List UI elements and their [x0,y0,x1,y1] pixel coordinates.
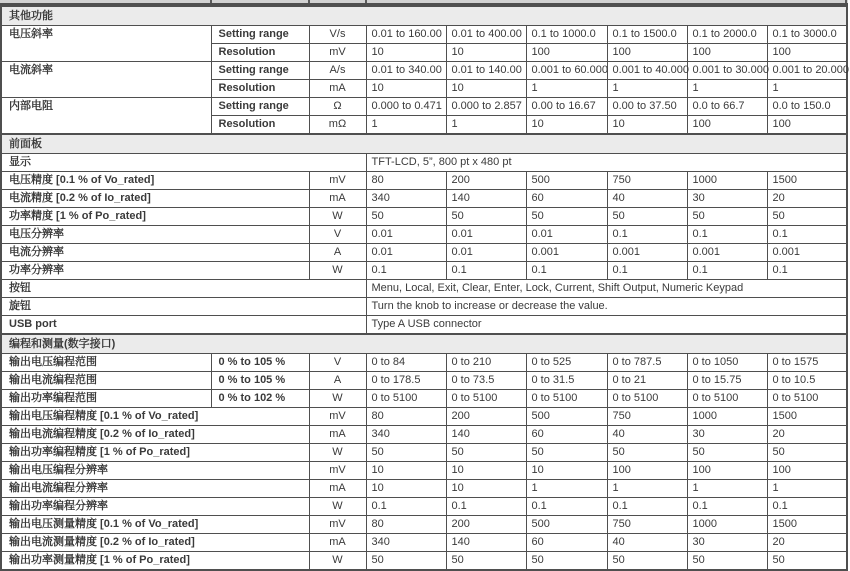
spec-value-cell: 0.001 [687,244,767,262]
spec-value-cell: 40 [607,534,687,552]
table-row [1,62,847,80]
spec-unit-cell: W [309,498,366,516]
spec-sublabel-cell: Setting range [211,62,309,80]
spec-value-cell: 100 [607,44,687,62]
spec-value-cell: 1500 [767,408,847,426]
spec-value-cell: 1000 [687,408,767,426]
spec-value-cell: 1500 [767,516,847,534]
spec-value-cell: 0.00 to 16.67 [526,98,607,116]
spec-value-cell: 0 to 5100 [687,390,767,408]
spec-value-cell: 50 [446,444,526,462]
spec-value-cell: 0.01 to 340.00 [366,62,446,80]
spec-value-cell: 1 [687,80,767,98]
table-row [1,298,847,316]
spec-value-cell: 0 to 31.5 [526,372,607,390]
spec-value-cell: 0.1 [687,262,767,280]
spec-unit-cell: V [309,226,366,244]
spec-value-cell: 0.1 [607,226,687,244]
spec-unit-cell: Ω [309,98,366,116]
spec-unit-cell: W [309,390,366,408]
table-row [1,244,847,262]
spec-value-cell: 20 [767,534,847,552]
spec-label-cell: 输出电流编程精度 [0.2 % of Io_rated] [1,426,309,444]
spec-value-cell: 0.000 to 2.857 [446,98,526,116]
spec-value-cell: 0.1 [366,262,446,280]
spec-value-cell: 0.01 to 160.00 [366,26,446,44]
spec-value-cell: 10 [526,462,607,480]
spec-value-cell: 0 to 1575 [767,354,847,372]
spec-value-cell: 140 [446,534,526,552]
spec-label-cell: 输出电流测量精度 [0.2 % of Io_rated] [1,534,309,552]
spec-value-cell: 140 [446,190,526,208]
spec-value-cell: 80 [366,408,446,426]
spec-sublabel-cell: Setting range [211,26,309,44]
spec-value-cell: 0.1 [446,262,526,280]
spec-sublabel-cell: Resolution [211,116,309,135]
column-border-remnant [845,0,847,3]
spec-value-cell: 30 [687,534,767,552]
spec-value-cell: 200 [446,408,526,426]
spec-value-cell: 200 [446,516,526,534]
spec-value-cell: 60 [526,426,607,444]
spec-value-cell: 0.001 to 30.000 [687,62,767,80]
table-row [1,426,847,444]
spec-label-cell: 显示 [1,154,366,172]
table-row [1,190,847,208]
spec-label-cell: 输出功率测量精度 [1 % of Po_rated] [1,552,309,571]
spec-value-cell: 50 [366,552,446,571]
spec-value-cell: 50 [526,552,607,571]
spec-value-cell: 0 to 10.5 [767,372,847,390]
spec-table [0,5,848,571]
spec-unit-cell: mV [309,462,366,480]
spec-unit-cell: W [309,208,366,226]
spec-range-cell: 0 % to 105 % [211,354,309,372]
spec-label-cell: 按钮 [1,280,366,298]
spec-value-cell: 60 [526,534,607,552]
spec-label-cell: 电流分辨率 [1,244,309,262]
spec-unit-cell: W [309,262,366,280]
spec-value-cell: 0.001 to 40.000 [607,62,687,80]
spec-range-cell: 0 % to 102 % [211,390,309,408]
spec-label-cell: 输出电流编程分辨率 [1,480,309,498]
spec-value-cell: 50 [446,208,526,226]
section-header: 编程和测量(数字接口) [1,334,847,354]
spec-value-cell: 1500 [767,172,847,190]
spec-value-cell: 0.1 to 1000.0 [526,26,607,44]
table-row [1,408,847,426]
spec-spanvalue-cell: Type A USB connector [366,316,847,335]
spec-value-cell: 10 [446,480,526,498]
spec-value-cell: 0.1 [607,498,687,516]
spec-unit-cell: A [309,372,366,390]
spec-value-cell: 0 to 525 [526,354,607,372]
spec-label-cell: 输出电流编程范围 [1,372,211,390]
table-row [1,226,847,244]
spec-value-cell: 0.001 [607,244,687,262]
spec-spanvalue-cell: Menu, Local, Exit, Clear, Enter, Lock, Current, Shift Output, Numeric Keypad [366,280,847,298]
spec-label-cell: 功率分辨率 [1,262,309,280]
spec-value-cell: 750 [607,172,687,190]
spec-unit-cell: V [309,354,366,372]
spec-value-cell: 50 [526,208,607,226]
spec-label-cell: 电压精度 [0.1 % of Vo_rated] [1,172,309,190]
spec-sublabel-cell: Resolution [211,44,309,62]
spec-label-cell: 输出功率编程范围 [1,390,211,408]
spec-value-cell: 0.1 [366,498,446,516]
table-row [1,172,847,190]
spec-value-cell: 340 [366,190,446,208]
spec-value-cell: 1 [687,480,767,498]
spec-value-cell: 50 [767,444,847,462]
spec-value-cell: 10 [446,462,526,480]
spec-value-cell: 1 [767,80,847,98]
spec-value-cell: 0.1 [687,498,767,516]
spec-label-cell: 输出电压测量精度 [0.1 % of Vo_rated] [1,516,309,534]
table-row [1,98,847,116]
table-row [1,444,847,462]
table-row [1,26,847,44]
spec-label-cell: 输出功率编程分辨率 [1,498,309,516]
spec-value-cell: 1 [446,116,526,135]
spec-value-cell: 80 [366,516,446,534]
spec-value-cell: 10 [607,116,687,135]
spec-unit-cell: mV [309,172,366,190]
spec-value-cell: 100 [767,116,847,135]
section-header-row [1,334,847,354]
spec-value-cell: 1 [607,80,687,98]
spec-value-cell: 50 [767,208,847,226]
column-border-remnant [308,0,310,3]
spec-value-cell: 100 [687,44,767,62]
section-header-row [1,134,847,154]
spec-spanvalue-cell: TFT-LCD, 5”, 800 pt x 480 pt [366,154,847,172]
spec-value-cell: 60 [526,190,607,208]
section-header: 其他功能 [1,6,847,26]
spec-value-cell: 340 [366,426,446,444]
table-row [1,480,847,498]
spec-value-cell: 0.1 to 2000.0 [687,26,767,44]
spec-label-cell: 电压斜率 [1,26,211,62]
spec-value-cell: 0.1 [526,498,607,516]
spec-value-cell: 0.001 [526,244,607,262]
spec-value-cell: 0 to 1050 [687,354,767,372]
spec-value-cell: 0 to 5100 [526,390,607,408]
spec-value-cell: 0.01 [366,226,446,244]
spec-value-cell: 80 [366,172,446,190]
table-top-edge-remnant [0,0,848,5]
spec-label-cell: 输出电压编程范围 [1,354,211,372]
spec-value-cell: 50 [366,208,446,226]
spec-value-cell: 0 to 15.75 [687,372,767,390]
table-row [1,372,847,390]
spec-value-cell: 50 [687,444,767,462]
spec-unit-cell: A [309,244,366,262]
spec-label-cell: 内部电阻 [1,98,211,135]
spec-spanvalue-cell: Turn the knob to increase or decrease the value. [366,298,847,316]
spec-value-cell: 0.01 [446,244,526,262]
spec-label-cell: 电压分辨率 [1,226,309,244]
spec-value-cell: 50 [607,208,687,226]
spec-value-cell: 50 [366,444,446,462]
table-row [1,354,847,372]
spec-value-cell: 20 [767,426,847,444]
spec-range-cell: 0 % to 105 % [211,372,309,390]
spec-value-cell: 10 [366,462,446,480]
spec-label-cell: 输出电压编程精度 [0.1 % of Vo_rated] [1,408,309,426]
spec-value-cell: 0.0 to 150.0 [767,98,847,116]
spec-value-cell: 0 to 73.5 [446,372,526,390]
spec-value-cell: 10 [366,480,446,498]
spec-value-cell: 500 [526,516,607,534]
spec-value-cell: 50 [607,444,687,462]
spec-value-cell: 10 [446,80,526,98]
spec-value-cell: 50 [607,552,687,571]
spec-value-cell: 100 [607,462,687,480]
spec-value-cell: 0.1 to 3000.0 [767,26,847,44]
table-row [1,280,847,298]
spec-value-cell: 20 [767,190,847,208]
spec-value-cell: 1000 [687,172,767,190]
spec-label-cell: 电流精度 [0.2 % of Io_rated] [1,190,309,208]
spec-value-cell: 0 to 21 [607,372,687,390]
spec-value-cell: 0 to 178.5 [366,372,446,390]
spec-label-cell: 电流斜率 [1,62,211,98]
spec-value-cell: 100 [526,44,607,62]
spec-value-cell: 340 [366,534,446,552]
spec-unit-cell: mV [309,44,366,62]
spec-value-cell: 50 [767,552,847,571]
spec-unit-cell: mV [309,408,366,426]
spec-value-cell: 1 [366,116,446,135]
section-header: 前面板 [1,134,847,154]
spec-value-cell: 100 [687,462,767,480]
table-row [1,498,847,516]
spec-value-cell: 0 to 5100 [366,390,446,408]
spec-sublabel-cell: Resolution [211,80,309,98]
spec-unit-cell: A/s [309,62,366,80]
spec-value-cell: 140 [446,426,526,444]
spec-value-cell: 50 [687,208,767,226]
table-row [1,552,847,571]
spec-value-cell: 0.1 [767,498,847,516]
spec-value-cell: 1 [607,480,687,498]
spec-value-cell: 0.01 to 140.00 [446,62,526,80]
spec-label-cell: 旋钮 [1,298,366,316]
spec-value-cell: 0.1 [607,262,687,280]
table-row [1,390,847,408]
spec-label-cell: 输出功率编程精度 [1 % of Po_rated] [1,444,309,462]
spec-unit-cell: mA [309,190,366,208]
spec-value-cell: 0.001 to 60.000 [526,62,607,80]
spec-value-cell: 1000 [687,516,767,534]
spec-unit-cell: mA [309,80,366,98]
spec-value-cell: 0 to 210 [446,354,526,372]
spec-value-cell: 10 [446,44,526,62]
table-row [1,262,847,280]
spec-unit-cell: mΩ [309,116,366,135]
spec-unit-cell: W [309,552,366,571]
spec-value-cell: 0.000 to 0.471 [366,98,446,116]
spec-value-cell: 40 [607,426,687,444]
spec-value-cell: 1 [526,480,607,498]
spec-sublabel-cell: Setting range [211,98,309,116]
spec-value-cell: 0.01 [446,226,526,244]
spec-value-cell: 0 to 84 [366,354,446,372]
spec-value-cell: 750 [607,516,687,534]
spec-value-cell: 200 [446,172,526,190]
spec-unit-cell: W [309,444,366,462]
spec-value-cell: 0 to 5100 [767,390,847,408]
spec-label-cell: 输出电压编程分辨率 [1,462,309,480]
table-row [1,462,847,480]
spec-value-cell: 1 [767,480,847,498]
spec-value-cell: 0.1 [767,226,847,244]
spec-value-cell: 0.001 to 20.000 [767,62,847,80]
spec-value-cell: 30 [687,426,767,444]
spec-label-cell: USB port [1,316,366,335]
spec-unit-cell: mV [309,516,366,534]
spec-value-cell: 0.1 to 1500.0 [607,26,687,44]
spec-value-cell: 0.01 [366,244,446,262]
spec-value-cell: 0.1 [526,262,607,280]
spec-value-cell: 10 [366,80,446,98]
spec-unit-cell: mA [309,480,366,498]
spec-value-cell: 50 [687,552,767,571]
spec-value-cell: 1 [526,80,607,98]
spec-value-cell: 0 to 5100 [607,390,687,408]
spec-unit-cell: V/s [309,26,366,44]
spec-value-cell: 0.1 [767,262,847,280]
spec-value-cell: 750 [607,408,687,426]
spec-value-cell: 0.0 to 66.7 [687,98,767,116]
table-row [1,516,847,534]
spec-value-cell: 50 [526,444,607,462]
column-border-remnant [365,0,367,3]
spec-unit-cell: mA [309,426,366,444]
column-border-remnant [210,0,212,3]
spec-table-body [1,6,847,570]
spec-value-cell: 0.1 [446,498,526,516]
spec-value-cell: 0 to 787.5 [607,354,687,372]
spec-value-cell: 30 [687,190,767,208]
spec-unit-cell: mA [309,534,366,552]
section-header-row [1,6,847,26]
spec-value-cell: 0.1 [687,226,767,244]
spec-value-cell: 100 [687,116,767,135]
spec-value-cell: 40 [607,190,687,208]
spec-value-cell: 0 to 5100 [446,390,526,408]
spec-value-cell: 0.001 [767,244,847,262]
spec-value-cell: 100 [767,462,847,480]
spec-label-cell: 功率精度 [1 % of Po_rated] [1,208,309,226]
spec-value-cell: 10 [366,44,446,62]
table-row [1,208,847,226]
spec-value-cell: 0.01 to 400.00 [446,26,526,44]
table-row [1,154,847,172]
spec-value-cell: 100 [767,44,847,62]
spec-value-cell: 10 [526,116,607,135]
spec-value-cell: 0.01 [526,226,607,244]
spec-value-cell: 0.00 to 37.50 [607,98,687,116]
spec-value-cell: 50 [446,552,526,571]
table-row [1,316,847,335]
table-row [1,534,847,552]
spec-value-cell: 500 [526,408,607,426]
spec-value-cell: 500 [526,172,607,190]
